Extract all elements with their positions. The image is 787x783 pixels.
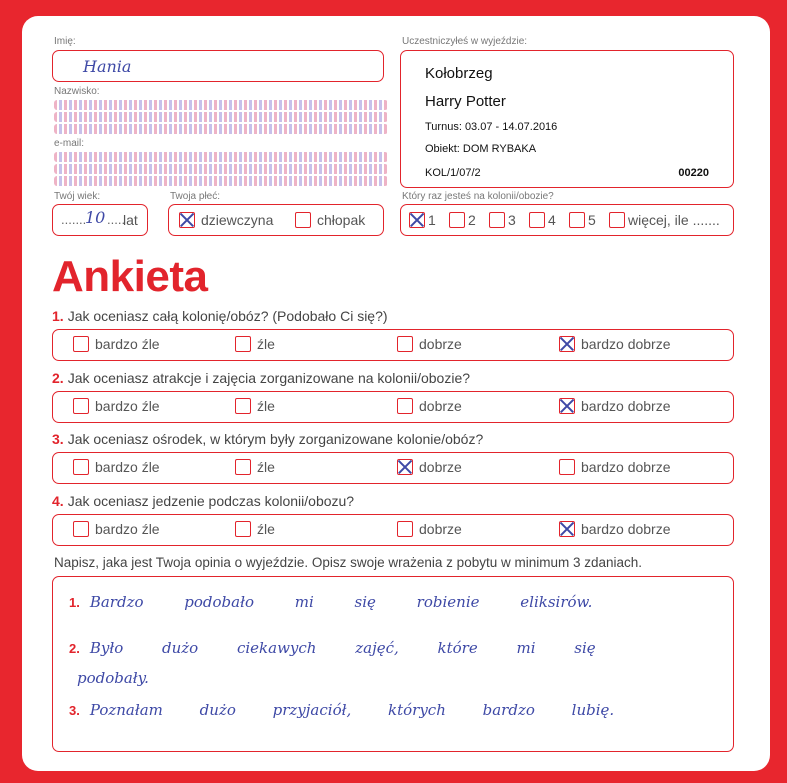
option-zle[interactable]: źle <box>235 521 275 537</box>
camp-theme: Harry Potter <box>425 93 506 110</box>
option-bardzo-zle[interactable]: bardzo źle <box>73 521 160 537</box>
surname-label: Nazwisko: <box>54 86 100 97</box>
option-zle[interactable]: źle <box>235 398 275 414</box>
page-title: Ankieta <box>52 252 208 301</box>
participation-label: Uczestniczyłeś w wyjeździe: <box>402 36 528 47</box>
camp-code: KOL/1/07/2 <box>425 167 481 179</box>
camp-number: 00220 <box>678 167 709 179</box>
age-value: 10 <box>85 208 106 227</box>
option-bardzo-zle[interactable]: bardzo źle <box>73 459 160 475</box>
answer-row-4 <box>52 514 734 546</box>
opinion-prompt: Napisz, jaka jest Twoja opinia o wyjeździe. Opisz swoje wrażenia z pobytu w minimum 3 zdaniach. <box>54 555 643 570</box>
age-unit: lat <box>123 212 138 228</box>
camp-info-box <box>400 50 734 188</box>
checkbox-checked[interactable] <box>179 212 195 228</box>
option-bardzo-dobrze[interactable]: bardzo dobrze <box>559 521 671 537</box>
answer-line-1: 1. Bardzo podobało mi się robienie eliksirów. <box>69 593 593 611</box>
surname-redacted <box>52 98 390 136</box>
name-value: Hania <box>83 57 132 76</box>
option-bardzo-zle[interactable]: bardzo źle <box>73 336 160 352</box>
name-field[interactable] <box>52 50 384 82</box>
option-dobrze[interactable]: dobrze <box>397 521 462 537</box>
age-field[interactable]: ....... 10 ..... lat <box>52 204 148 236</box>
email-label: e-mail: <box>54 138 85 149</box>
option-bardzo-dobrze[interactable]: bardzo dobrze <box>559 336 671 352</box>
option-zle[interactable]: źle <box>235 459 275 475</box>
option-zle[interactable]: źle <box>235 336 275 352</box>
option-bardzo-dobrze[interactable]: bardzo dobrze <box>559 459 671 475</box>
checkbox[interactable] <box>295 212 311 228</box>
question-4: 4. Jak oceniasz jedzenie podczas kolonii/obozu? <box>52 493 355 509</box>
option-bardzo-zle[interactable]: bardzo źle <box>73 398 160 414</box>
checkbox[interactable] <box>569 212 585 228</box>
answer-line-2-cont: podobały. <box>77 669 149 687</box>
option-dobrze[interactable]: dobrze <box>397 459 462 475</box>
checkbox-checked[interactable] <box>409 212 425 228</box>
option-dobrze[interactable]: dobrze <box>397 398 462 414</box>
answer-line-3: 3. Poznałam dużo przyjaciół, których bardzo lubię. <box>69 701 615 719</box>
answer-line-2: 2. Było dużo ciekawych zajęć, które mi się <box>69 639 596 657</box>
checkbox[interactable] <box>529 212 545 228</box>
email-redacted <box>52 150 390 188</box>
answer-row-1 <box>52 329 734 361</box>
camp-object: Obiekt: DOM RYBAKA <box>425 143 537 155</box>
gender-label: Twoja płeć: <box>170 191 221 202</box>
checkbox[interactable] <box>609 212 625 228</box>
answer-row-3 <box>52 452 734 484</box>
camp-location: Kołobrzeg <box>425 65 493 82</box>
option-bardzo-dobrze[interactable]: bardzo dobrze <box>559 398 671 414</box>
age-label: Twój wiek: <box>54 191 101 202</box>
checkbox[interactable] <box>489 212 505 228</box>
gender-field <box>168 204 384 236</box>
times-field: 1 2 3 4 5 więcej, ile ....... <box>400 204 734 236</box>
gender-boy[interactable]: chłopak <box>295 212 365 228</box>
checkbox[interactable] <box>449 212 465 228</box>
name-label: Imię: <box>54 36 76 47</box>
question-2: 2. Jak oceniasz atrakcje i zajęcia zorganizowane na kolonii/obozie? <box>52 370 471 386</box>
question-1: 1. Jak oceniasz całą kolonię/obóz? (Podobało Ci się?) <box>52 308 388 324</box>
option-dobrze[interactable]: dobrze <box>397 336 462 352</box>
survey-sheet <box>22 16 770 771</box>
camp-turnus: Turnus: 03.07 - 14.07.2016 <box>425 121 558 133</box>
times-label: Który raz jesteś na kolonii/obozie? <box>402 191 554 202</box>
gender-girl[interactable]: dziewczyna <box>179 212 273 228</box>
opinion-field[interactable] <box>52 576 734 752</box>
question-3: 3. Jak oceniasz ośrodek, w którym były zorganizowane kolonie/obóz? <box>52 431 484 447</box>
answer-row-2 <box>52 391 734 423</box>
